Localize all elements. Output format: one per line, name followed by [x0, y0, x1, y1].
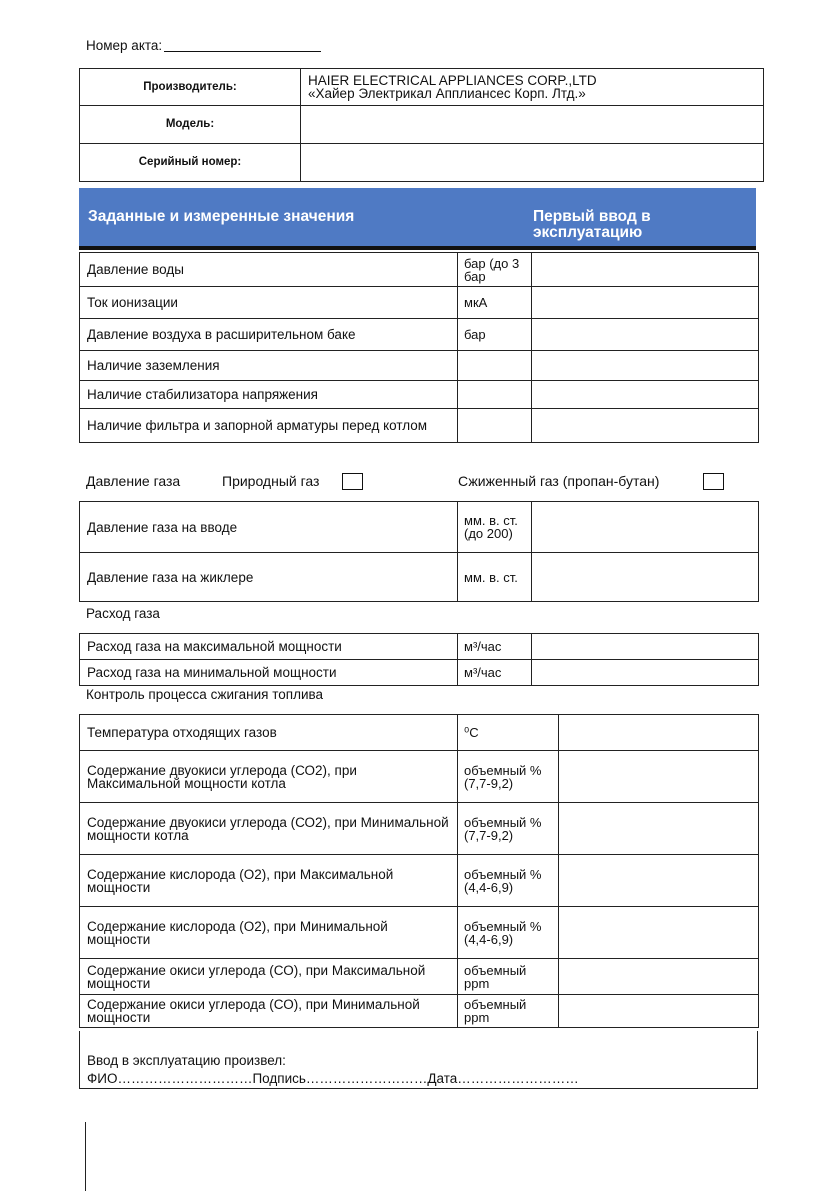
combustion-row-unit: объемный ppm — [458, 959, 559, 995]
combustion-row-label: Содержание окиси углерода (СО), при Максимальной мощности — [80, 959, 458, 995]
manufacturer-value — [301, 69, 764, 106]
combustion-table — [79, 714, 759, 1028]
combustion-row-unit: ⁰C — [458, 715, 559, 751]
combustion-row-unit: объемный % (7,7-9,2) — [458, 803, 559, 855]
values-header-title: Заданные и измеренные значения — [88, 208, 355, 225]
serial-field[interactable] — [301, 144, 764, 182]
manufacturer-table — [79, 68, 764, 182]
water-row-unit: мкА — [458, 287, 532, 319]
gas-flow-row — [80, 660, 759, 686]
gas-pressure-row-value-field[interactable] — [532, 553, 759, 602]
act-number-label: Номер акта: — [86, 38, 163, 53]
model-label: Модель: — [80, 106, 301, 144]
water-row-label: Давление воды — [80, 253, 458, 287]
water-row-label: Наличие заземления — [80, 351, 458, 381]
combustion-row — [80, 907, 759, 959]
gas-flow-row-label: Расход газа на максимальной мощности — [80, 634, 458, 660]
water-row — [80, 319, 759, 351]
water-row-value-field[interactable] — [532, 319, 759, 351]
gas-flow-title: Расход газа — [86, 606, 160, 621]
combustion-row-label: Содержание кислорода (О2), при Максимальной мощности — [80, 855, 458, 907]
lpg-label: Сжиженный газ (пропан-бутан) — [458, 473, 660, 489]
water-row-label: Наличие фильтра и запорной арматуры перед котлом — [80, 409, 458, 443]
margin-rule — [85, 1122, 86, 1191]
water-row-unit — [458, 381, 532, 409]
water-row-value-field[interactable] — [532, 381, 759, 409]
combustion-row-unit: объемный % (7,7-9,2) — [458, 751, 559, 803]
gas-flow-row-value-field[interactable] — [532, 660, 759, 686]
first-startup-column-header: Первый ввод в эксплуатацию — [533, 208, 651, 241]
combustion-row-value-field[interactable] — [559, 907, 759, 959]
gas-pressure-row-value-field[interactable] — [532, 502, 759, 553]
lpg-checkbox[interactable] — [703, 473, 724, 490]
combustion-row — [80, 715, 759, 751]
combustion-row — [80, 995, 759, 1028]
gas-flow-row-unit: м³/час — [458, 634, 532, 660]
combustion-row-label: Содержание кислорода (О2), при Минимальной мощности — [80, 907, 458, 959]
gas-pressure-row-unit: мм. в. ст. (до 200) — [458, 502, 532, 553]
gas-pressure-row-label: Давление газа на вводе — [80, 502, 458, 553]
water-row-label: Ток ионизации — [80, 287, 458, 319]
water-row-value-field[interactable] — [532, 409, 759, 443]
combustion-row — [80, 803, 759, 855]
water-row-label: Давление воздуха в расширительном баке — [80, 319, 458, 351]
gas-pressure-row-unit: мм. в. ст. — [458, 553, 532, 602]
water-row-unit: бар (до 3 бар — [458, 253, 532, 287]
signature-box — [79, 1031, 758, 1089]
model-field[interactable] — [301, 106, 764, 144]
water-row-value-field[interactable] — [532, 351, 759, 381]
act-number-field[interactable] — [164, 38, 321, 52]
combustion-row-unit: объемный % (4,4-6,9) — [458, 855, 559, 907]
water-row — [80, 409, 759, 443]
gas-pressure-label: Давление газа — [86, 473, 181, 489]
combustion-row — [80, 751, 759, 803]
combustion-row-label: Содержание окиси углерода (СО), при Минимальной мощности — [80, 995, 458, 1028]
combustion-row — [80, 959, 759, 995]
gas-flow-row-label: Расход газа на минимальной мощности — [80, 660, 458, 686]
combustion-title: Контроль процесса сжигания топлива — [86, 687, 324, 702]
gas-flow-row-value-field[interactable] — [532, 634, 759, 660]
manufacturer-name-ru: «Хайер Электрикал Апплиансес Корп. Лтд.» — [308, 86, 586, 101]
gas-pressure-row — [80, 553, 759, 602]
gas-flow-table — [79, 633, 759, 686]
combustion-row-value-field[interactable] — [559, 855, 759, 907]
combustion-row-value-field[interactable] — [559, 995, 759, 1028]
combustion-row-value-field[interactable] — [559, 751, 759, 803]
water-row-unit — [458, 351, 532, 381]
manufacturer-label: Производитель: — [80, 69, 301, 106]
natural-gas-label: Природный газ — [222, 473, 320, 489]
combustion-row-value-field[interactable] — [559, 959, 759, 995]
water-row — [80, 287, 759, 319]
combustion-row-label: Температура отходящих газов — [80, 715, 458, 751]
water-row-unit — [458, 409, 532, 443]
gas-flow-row — [80, 634, 759, 660]
combustion-row-value-field[interactable] — [559, 715, 759, 751]
values-header-band — [79, 188, 756, 250]
gas-pressure-row — [80, 502, 759, 553]
gas-pressure-table — [79, 501, 759, 602]
combustion-row-label: Содержание двуокиси углерода (СО2), при Максимальной мощности котла — [80, 751, 458, 803]
signature-intro: Ввод в эксплуатацию произвел: — [87, 1053, 286, 1068]
combustion-row-unit: объемный % (4,4-6,9) — [458, 907, 559, 959]
water-row — [80, 351, 759, 381]
water-row — [80, 381, 759, 409]
water-row-unit: бар — [458, 319, 532, 351]
natural-gas-checkbox[interactable] — [342, 473, 363, 490]
gas-flow-row-unit: м³/час — [458, 660, 532, 686]
serial-label: Серийный номер: — [80, 144, 301, 182]
water-row-value-field[interactable] — [532, 253, 759, 287]
combustion-row-value-field[interactable] — [559, 803, 759, 855]
combustion-row — [80, 855, 759, 907]
combustion-row-label: Содержание двуокиси углерода (СО2), при Минимальной мощности котла — [80, 803, 458, 855]
water-row-value-field[interactable] — [532, 287, 759, 319]
water-parameters-table — [79, 252, 759, 443]
combustion-row-unit: объемный ppm — [458, 995, 559, 1028]
water-row — [80, 253, 759, 287]
manufacturer-name-en: HAIER ELECTRICAL APPLIANCES CORP.,LTD — [308, 73, 597, 88]
water-row-label: Наличие стабилизатора напряжения — [80, 381, 458, 409]
signature-line[interactable]: ФИО…………………………Подпись………………………Дата……………………… — [87, 1071, 579, 1086]
act-number-line — [86, 38, 321, 53]
gas-pressure-row-label: Давление газа на жиклере — [80, 553, 458, 602]
